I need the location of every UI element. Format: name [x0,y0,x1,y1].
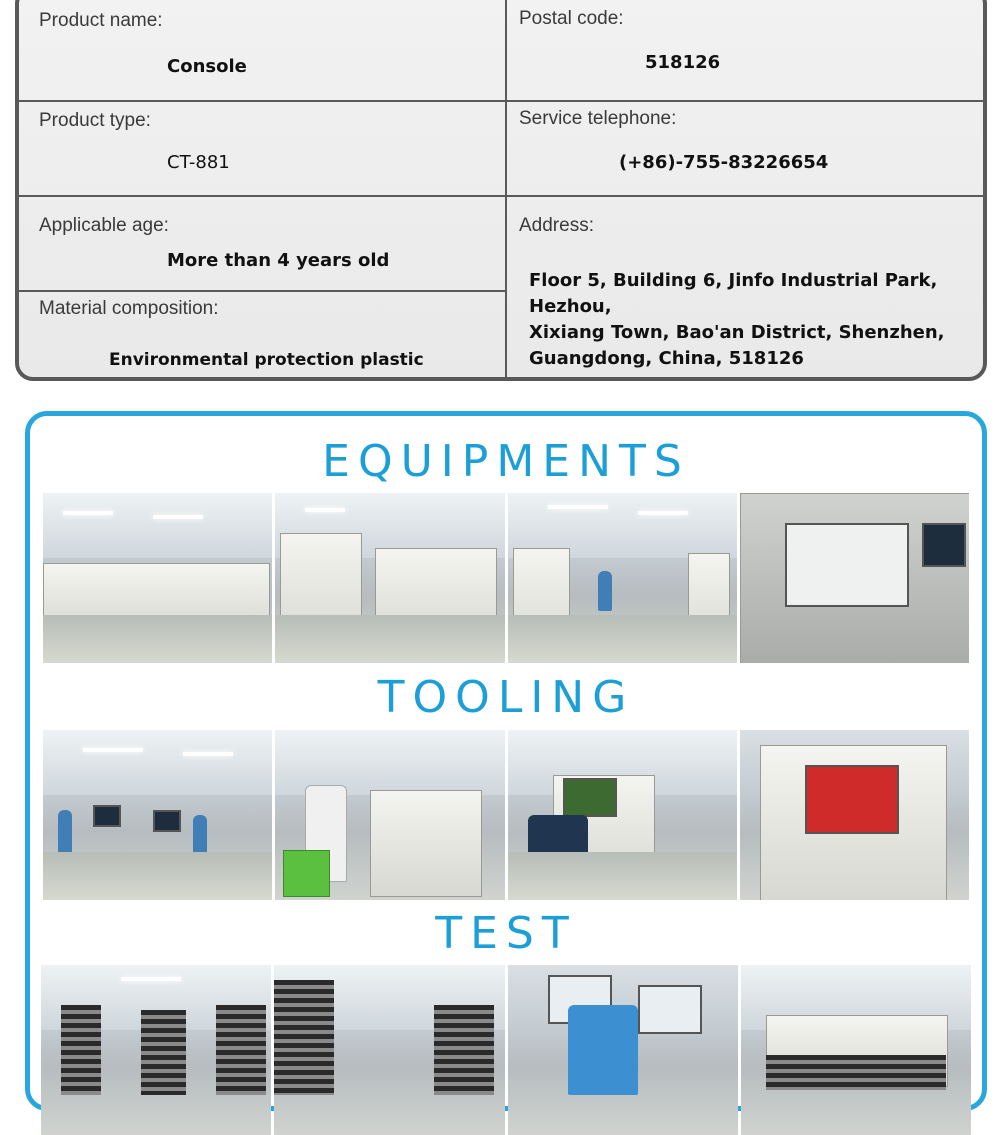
address-line: Xixiang Town, Bao'an District, Shenzhen, [529,322,945,343]
address-line: Floor 5, Building 6, Jinfo Industrial Park, Hezhou, [529,270,938,317]
address-value [529,268,983,372]
factory-photo [508,493,737,663]
equipments-photo-row [43,493,969,663]
row-divider [19,100,987,102]
factory-photo [508,730,737,900]
factory-photos-panel [25,411,987,1111]
applicable-age-value: More than 4 years old [167,250,390,271]
row-divider [19,290,505,292]
test-title: TEST [435,908,577,959]
product-type-value: CT-881 [167,152,230,173]
address-label: Address: [519,215,594,236]
product-name-value: Console [167,56,247,77]
factory-photo [740,493,969,663]
row-divider [19,195,987,197]
product-info-card [15,0,987,381]
equipments-title: EQUIPMENTS [322,436,690,487]
factory-photo [41,965,271,1135]
address-line: Guangdong, China, 518126 [529,348,804,369]
service-telephone-value: (+86)-755-83226654 [619,152,829,173]
factory-photo [741,965,971,1135]
factory-photo [43,730,272,900]
tooling-photo-row [43,730,969,900]
column-divider [505,0,507,377]
applicable-age-label: Applicable age: [39,215,169,236]
factory-photo [740,730,969,900]
postal-code-value: 518126 [645,52,721,73]
factory-photo [274,965,504,1135]
factory-photo [275,493,504,663]
factory-photo [508,965,738,1135]
factory-photo [275,730,504,900]
product-name-label: Product name: [39,10,163,31]
tooling-title: TOOLING [377,672,635,723]
test-photo-row [41,965,971,1135]
material-composition-label: Material composition: [39,298,219,319]
factory-photo [43,493,272,663]
service-telephone-label: Service telephone: [519,108,677,129]
material-composition-value: Environmental protection plastic [109,350,424,370]
postal-code-label: Postal code: [519,8,624,29]
product-type-label: Product type: [39,110,151,131]
